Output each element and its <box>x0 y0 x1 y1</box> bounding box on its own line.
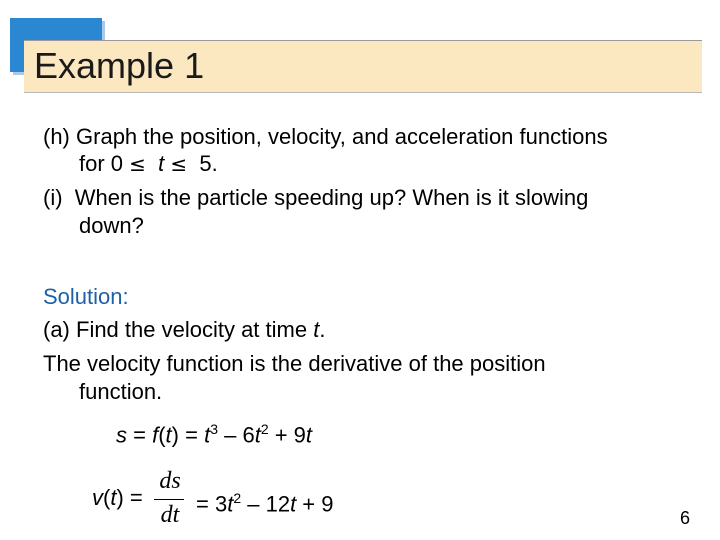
eq-s: s <box>116 422 127 448</box>
item-i-line-1 <box>43 185 588 211</box>
velocity-equation-lhs: v(t) = <box>92 485 143 510</box>
item-h-line-1 <box>43 124 608 150</box>
part-a-text: (a) Find the velocity at time <box>43 317 314 342</box>
eq-v-arg: t <box>110 485 117 510</box>
eq-plus-9: + 9 <box>268 422 306 448</box>
eq-exponent-2: 2 <box>260 421 269 437</box>
item-h-label: (h) <box>43 124 70 149</box>
eq-rhs-t-linear: t <box>290 491 297 517</box>
title-top-rule <box>24 40 702 41</box>
eq-v: v <box>92 485 103 510</box>
fraction-bar <box>154 499 184 500</box>
less-equal-symbol-1: ≤ <box>129 152 146 176</box>
variable-t: t <box>158 151 165 176</box>
velocity-text-line-1: The velocity function is the derivative of the position <box>43 351 546 376</box>
item-h-line-2 <box>79 151 218 177</box>
part-a-line <box>43 317 325 343</box>
eq-t-cubed: t <box>204 422 211 448</box>
item-h-text-1: Graph the position, velocity, and acceleration functions <box>76 124 608 149</box>
item-i-text-1: When is the particle speeding up? When is it slowing <box>74 185 589 210</box>
eq-equals-2: ) = <box>171 422 205 448</box>
eq-v-equals: ) = <box>116 485 143 510</box>
eq-t-squared: t <box>254 422 261 448</box>
solution-label: Solution: <box>43 284 129 309</box>
eq-equals-1: = <box>127 422 153 448</box>
velocity-text-line-2: function. <box>79 379 163 404</box>
item-i-text-2: down? <box>79 213 144 238</box>
eq-rhs-minus-12: – 12 <box>241 491 291 517</box>
position-equation: $s = f(t) = t^3 - 6t^2 + 9t$ <box>116 421 313 448</box>
eq-rhs-t-squared: t <box>227 491 234 517</box>
eq-f-arg: t <box>165 422 172 448</box>
eq-t-linear: t <box>305 422 313 448</box>
fraction-numerator: ds <box>159 468 181 494</box>
page-number: 6 <box>679 508 690 528</box>
eq-rhs-3: = 3 <box>196 491 228 517</box>
part-a-variable: t <box>313 317 320 342</box>
eq-f: f <box>152 422 159 448</box>
item-h-text-2-pre: for 0 <box>79 151 124 176</box>
fraction-denominator: dt <box>160 502 180 528</box>
eq-rhs-exponent-2: 2 <box>233 490 242 506</box>
item-h-text-2-post: 5. <box>199 151 218 176</box>
eq-minus-6: – 6 <box>217 422 255 448</box>
less-equal-symbol-2: ≤ <box>170 152 188 176</box>
eq-rhs-plus-9: + 9 <box>296 491 334 517</box>
part-a-end: . <box>319 317 326 342</box>
slide-title: Example 1 <box>34 45 205 86</box>
item-i-label: (i) <box>43 185 63 210</box>
eq-exponent-3: 3 <box>210 421 218 437</box>
velocity-equation-rhs <box>196 485 334 517</box>
